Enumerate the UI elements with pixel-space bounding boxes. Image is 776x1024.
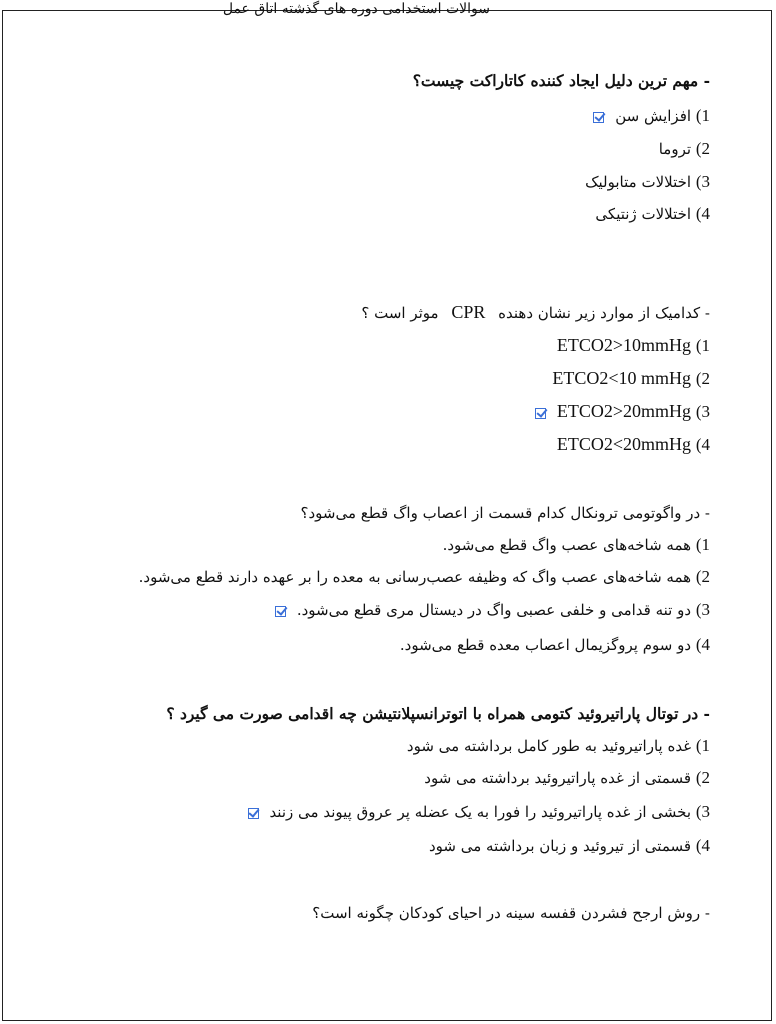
- q3-option-2: [139, 567, 710, 587]
- option-number: 3): [695, 600, 710, 619]
- q2-option-4: [557, 434, 710, 455]
- q3-option-4: [400, 635, 710, 655]
- option-text: قسمتی از تیروئید و زبان برداشته می شود: [428, 837, 692, 855]
- question-text: موثر است ؟: [361, 304, 439, 322]
- option-number: 4): [695, 635, 710, 654]
- option-text: همه شاخه‌های عصب واگ که وظیفه عصب‌رسانی به معده را بر عهده دارند قطع می‌شود.: [138, 568, 692, 586]
- option-text: ETCO2>10mmHg: [556, 335, 692, 355]
- option-text: تروما: [658, 140, 692, 158]
- option-number: 2): [695, 139, 710, 158]
- option-number: 2): [695, 369, 710, 388]
- option-text: ETCO2>20mmHg: [556, 401, 692, 421]
- q2-option-1: [557, 335, 710, 356]
- q4-option-3: [242, 802, 710, 822]
- q4-option-1: [407, 736, 710, 756]
- option-number: 3): [695, 802, 710, 821]
- option-number: 4): [695, 435, 710, 454]
- option-number: 1): [695, 106, 710, 125]
- q2-option-3: [529, 401, 710, 422]
- question-text: - کدامیک از موارد زیر نشان دهنده: [498, 304, 710, 322]
- q1-option-2: [659, 139, 710, 159]
- option-number: 3): [695, 402, 710, 421]
- option-text: ETCO2<20mmHg: [556, 434, 692, 454]
- question-5: - روش ارجح فشردن قفسه سینه در احیای کودکان چگونه است؟: [312, 904, 710, 922]
- option-number: 2): [695, 567, 710, 586]
- checkbox-checked-icon: [275, 606, 286, 617]
- question-1: - مهم ترین دلیل ایجاد کننده کاتاراکت چیست؟: [412, 71, 710, 90]
- option-number: 4): [695, 204, 710, 223]
- option-text: قسمتی از غده پاراتیروئید برداشته می شود: [424, 769, 692, 787]
- option-text: افزایش سن: [615, 107, 692, 125]
- option-number: 1): [695, 535, 710, 554]
- option-number: 1): [695, 336, 710, 355]
- checkbox-checked-icon: [535, 408, 546, 419]
- q1-option-3: [585, 172, 710, 192]
- option-number: 4): [695, 836, 710, 855]
- q4-option-4: [429, 836, 710, 856]
- question-4: - در توتال پاراتیروئید کتومی همراه با اتوترانسپلانتیشن چه اقدامی صورت می گیرد ؟: [166, 704, 710, 723]
- q3-option-1: [443, 535, 710, 555]
- q3-option-3: [269, 600, 710, 620]
- q1-option-4: [595, 204, 710, 224]
- option-text: دو سوم پروگزیمال اعصاب معده قطع می‌شود.: [399, 636, 692, 654]
- question-3: - در واگوتومی ترونکال کدام قسمت از اعصاب واگ قطع می‌شود؟: [300, 504, 710, 522]
- page-header: سوالات استخدامی دوره های گذشته اتاق عمل: [222, 1, 490, 17]
- option-text: اختلالات متابولیک: [585, 173, 692, 191]
- option-number: 3): [695, 172, 710, 191]
- q4-option-2: [424, 768, 710, 788]
- question-term: CPR: [451, 302, 486, 322]
- option-text: اختلالات ژنتیکی: [595, 205, 692, 223]
- question-2: [361, 302, 710, 323]
- option-text: ETCO2<10 mmHg: [552, 368, 692, 388]
- option-text: همه شاخه‌های عصب واگ قطع می‌شود.: [442, 536, 692, 554]
- option-number: 1): [695, 736, 710, 755]
- option-text: غده پاراتیروئید به طور کامل برداشته می شود: [406, 737, 692, 755]
- option-text: دو تنه قدامی و خلفی عصبی واگ در دیستال مری قطع می‌شود.: [296, 601, 692, 619]
- checkbox-checked-icon: [248, 808, 259, 819]
- checkbox-checked-icon: [593, 112, 604, 123]
- q2-option-2: [552, 368, 710, 389]
- q1-option-1: [587, 106, 710, 126]
- option-number: 2): [695, 768, 710, 787]
- option-text: بخشی از غده پاراتیروئید را فورا به یک عضله پر عروق پیوند می زنند: [269, 803, 692, 821]
